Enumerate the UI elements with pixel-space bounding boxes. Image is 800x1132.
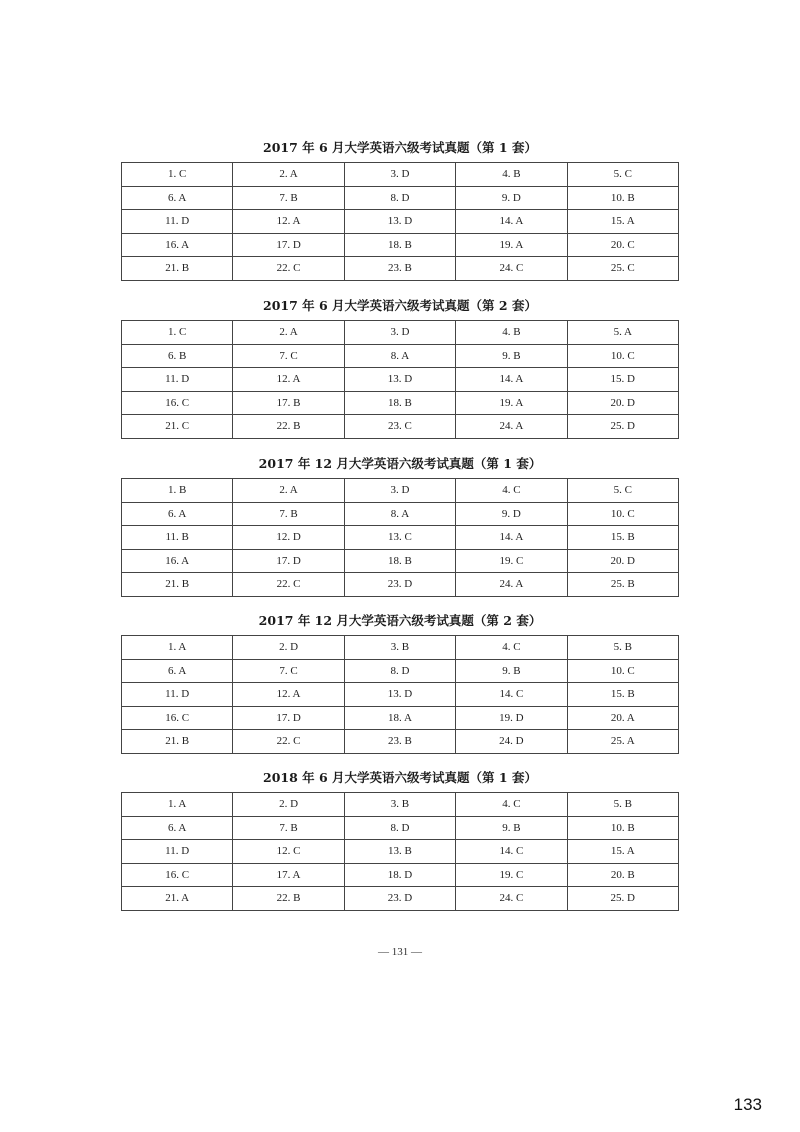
section-title: 2017 年 6 月大学英语六级考试真题（第 2 套） — [263, 298, 537, 313]
answer-cell: 24. A — [456, 573, 567, 597]
answer-cell: 3. B — [344, 793, 455, 817]
answer-cell: 11. B — [122, 526, 233, 550]
table-row — [122, 415, 679, 439]
answer-cell: 3. D — [344, 321, 455, 345]
answer-cell: 10. C — [567, 344, 678, 368]
answer-cell: 15. D — [567, 368, 678, 392]
answer-cell: 22. C — [233, 573, 344, 597]
table-row — [122, 210, 679, 234]
answer-cell: 21. C — [122, 415, 233, 439]
answer-cell: 21. B — [122, 573, 233, 597]
answer-cell: 2. A — [233, 479, 344, 503]
answer-cell: 19. C — [456, 863, 567, 887]
answer-cell: 8. A — [344, 502, 455, 526]
table-row — [122, 526, 679, 550]
answer-cell: 22. B — [233, 887, 344, 911]
answer-cell: 17. A — [233, 863, 344, 887]
answer-cell: 15. B — [567, 526, 678, 550]
answer-cell: 21. B — [122, 730, 233, 754]
answer-cell: 9. B — [456, 344, 567, 368]
answer-cell: 14. A — [456, 210, 567, 234]
answer-cell: 5. B — [567, 793, 678, 817]
table-row — [122, 257, 679, 281]
answer-cell: 22. C — [233, 257, 344, 281]
answer-cell: 6. A — [122, 816, 233, 840]
answer-cell: 7. B — [233, 502, 344, 526]
answer-cell: 2. A — [233, 321, 344, 345]
table-row — [122, 163, 679, 187]
table-row — [122, 479, 679, 503]
answer-cell: 11. D — [122, 368, 233, 392]
answer-cell: 25. D — [567, 415, 678, 439]
answer-cell: 4. C — [456, 479, 567, 503]
answer-cell: 16. C — [122, 706, 233, 730]
answer-cell: 16. A — [122, 233, 233, 257]
answer-cell: 10. C — [567, 502, 678, 526]
answer-cell: 12. C — [233, 840, 344, 864]
table-row — [122, 391, 679, 415]
answer-cell: 2. D — [233, 793, 344, 817]
answer-cell: 25. C — [567, 257, 678, 281]
answer-cell: 19. A — [456, 391, 567, 415]
answer-cell: 20. D — [567, 549, 678, 573]
answer-cell: 6. A — [122, 659, 233, 683]
section-title: 2017 年 12 月大学英语六级考试真题（第 1 套） — [258, 456, 542, 471]
table-row — [122, 887, 679, 911]
answer-cell: 25. D — [567, 887, 678, 911]
answer-cell: 18. B — [344, 233, 455, 257]
table-row — [122, 321, 679, 345]
answer-cell: 13. D — [344, 368, 455, 392]
table-row — [122, 730, 679, 754]
answer-cell: 13. C — [344, 526, 455, 550]
answer-cell: 12. A — [233, 210, 344, 234]
answer-cell: 7. C — [233, 659, 344, 683]
section-title: 2017 年 6 月大学英语六级考试真题（第 1 套） — [263, 140, 537, 155]
answer-cell: 20. D — [567, 391, 678, 415]
answer-cell: 11. D — [122, 840, 233, 864]
answer-cell: 1. B — [122, 479, 233, 503]
table-row — [122, 233, 679, 257]
answer-cell: 17. D — [233, 233, 344, 257]
answer-cell: 23. C — [344, 415, 455, 439]
answer-cell: 13. D — [344, 210, 455, 234]
answer-cell: 5. A — [567, 321, 678, 345]
table-row — [122, 683, 679, 707]
answer-cell: 16. C — [122, 863, 233, 887]
table-row — [122, 549, 679, 573]
answer-cell: 25. B — [567, 573, 678, 597]
answer-cell: 23. D — [344, 887, 455, 911]
answer-cell: 18. D — [344, 863, 455, 887]
answer-cell: 24. C — [456, 257, 567, 281]
answer-cell: 1. C — [122, 321, 233, 345]
answer-cell: 16. A — [122, 549, 233, 573]
answer-cell: 24. D — [456, 730, 567, 754]
answer-cell: 10. B — [567, 816, 678, 840]
answer-cell: 11. D — [122, 210, 233, 234]
answer-cell: 18. B — [344, 391, 455, 415]
answer-cell: 25. A — [567, 730, 678, 754]
answer-cell: 7. C — [233, 344, 344, 368]
answer-cell: 20. C — [567, 233, 678, 257]
answer-cell: 10. B — [567, 186, 678, 210]
answer-cell: 3. D — [344, 479, 455, 503]
table-row — [122, 636, 679, 660]
answer-cell: 9. D — [456, 186, 567, 210]
answer-cell: 22. C — [233, 730, 344, 754]
answer-cell: 13. B — [344, 840, 455, 864]
answer-cell: 12. D — [233, 526, 344, 550]
scan-page-number: 133 — [733, 1095, 762, 1114]
answer-cell: 8. D — [344, 816, 455, 840]
table-row — [122, 816, 679, 840]
answer-cell: 14. A — [456, 368, 567, 392]
answer-cell: 14. A — [456, 526, 567, 550]
answer-cell: 22. B — [233, 415, 344, 439]
answer-table — [121, 162, 679, 281]
table-row — [122, 368, 679, 392]
answer-cell: 8. A — [344, 344, 455, 368]
answer-cell: 5. C — [567, 479, 678, 503]
answer-cell: 21. B — [122, 257, 233, 281]
answer-cell: 18. A — [344, 706, 455, 730]
answer-cell: 9. D — [456, 502, 567, 526]
answer-cell: 3. D — [344, 163, 455, 187]
answer-cell: 19. A — [456, 233, 567, 257]
answer-cell: 24. C — [456, 887, 567, 911]
answer-cell: 3. B — [344, 636, 455, 660]
answer-cell: 7. B — [233, 186, 344, 210]
answer-cell: 4. B — [456, 163, 567, 187]
answer-cell: 4. C — [456, 636, 567, 660]
answer-cell: 18. B — [344, 549, 455, 573]
table-row — [122, 706, 679, 730]
answer-cell: 16. C — [122, 391, 233, 415]
table-row — [122, 840, 679, 864]
answer-cell: 12. A — [233, 368, 344, 392]
answer-cell: 17. D — [233, 549, 344, 573]
answer-cell: 20. A — [567, 706, 678, 730]
section-title: 2017 年 12 月大学英语六级考试真题（第 2 套） — [258, 613, 542, 628]
answer-cell: 4. B — [456, 321, 567, 345]
answer-table — [121, 792, 679, 911]
answer-cell: 15. A — [567, 840, 678, 864]
section-title: 2018 年 6 月大学英语六级考试真题（第 1 套） — [263, 770, 537, 785]
answer-cell: 5. C — [567, 163, 678, 187]
answer-cell: 6. B — [122, 344, 233, 368]
answer-cell: 13. D — [344, 683, 455, 707]
table-row — [122, 573, 679, 597]
answer-cell: 17. D — [233, 706, 344, 730]
answer-cell: 19. C — [456, 549, 567, 573]
answer-cell: 5. B — [567, 636, 678, 660]
answer-cell: 1. A — [122, 636, 233, 660]
answer-cell: 14. C — [456, 683, 567, 707]
answer-cell: 19. D — [456, 706, 567, 730]
answer-table — [121, 478, 679, 597]
answer-cell: 23. B — [344, 257, 455, 281]
answer-cell: 20. B — [567, 863, 678, 887]
answer-cell: 15. A — [567, 210, 678, 234]
table-row — [122, 502, 679, 526]
answer-cell: 17. B — [233, 391, 344, 415]
answer-cell: 4. C — [456, 793, 567, 817]
answer-cell: 15. B — [567, 683, 678, 707]
answer-cell: 9. B — [456, 659, 567, 683]
answer-cell: 23. D — [344, 573, 455, 597]
answer-cell: 1. A — [122, 793, 233, 817]
answer-cell: 12. A — [233, 683, 344, 707]
table-row — [122, 863, 679, 887]
answer-cell: 2. A — [233, 163, 344, 187]
answer-cell: 9. B — [456, 816, 567, 840]
answer-cell: 8. D — [344, 186, 455, 210]
answer-table — [121, 320, 679, 439]
answer-cell: 7. B — [233, 816, 344, 840]
answer-cell: 11. D — [122, 683, 233, 707]
answer-cell: 14. C — [456, 840, 567, 864]
footer-page-number: — 131 — — [378, 946, 422, 958]
answer-cell: 10. C — [567, 659, 678, 683]
table-row — [122, 344, 679, 368]
table-row — [122, 659, 679, 683]
answer-table — [121, 635, 679, 754]
answer-cell: 6. A — [122, 186, 233, 210]
answer-cell: 8. D — [344, 659, 455, 683]
answer-cell: 2. D — [233, 636, 344, 660]
answer-cell: 6. A — [122, 502, 233, 526]
answer-cell: 21. A — [122, 887, 233, 911]
table-row — [122, 186, 679, 210]
answer-cell: 23. B — [344, 730, 455, 754]
answer-cell: 24. A — [456, 415, 567, 439]
table-row — [122, 793, 679, 817]
answer-cell: 1. C — [122, 163, 233, 187]
